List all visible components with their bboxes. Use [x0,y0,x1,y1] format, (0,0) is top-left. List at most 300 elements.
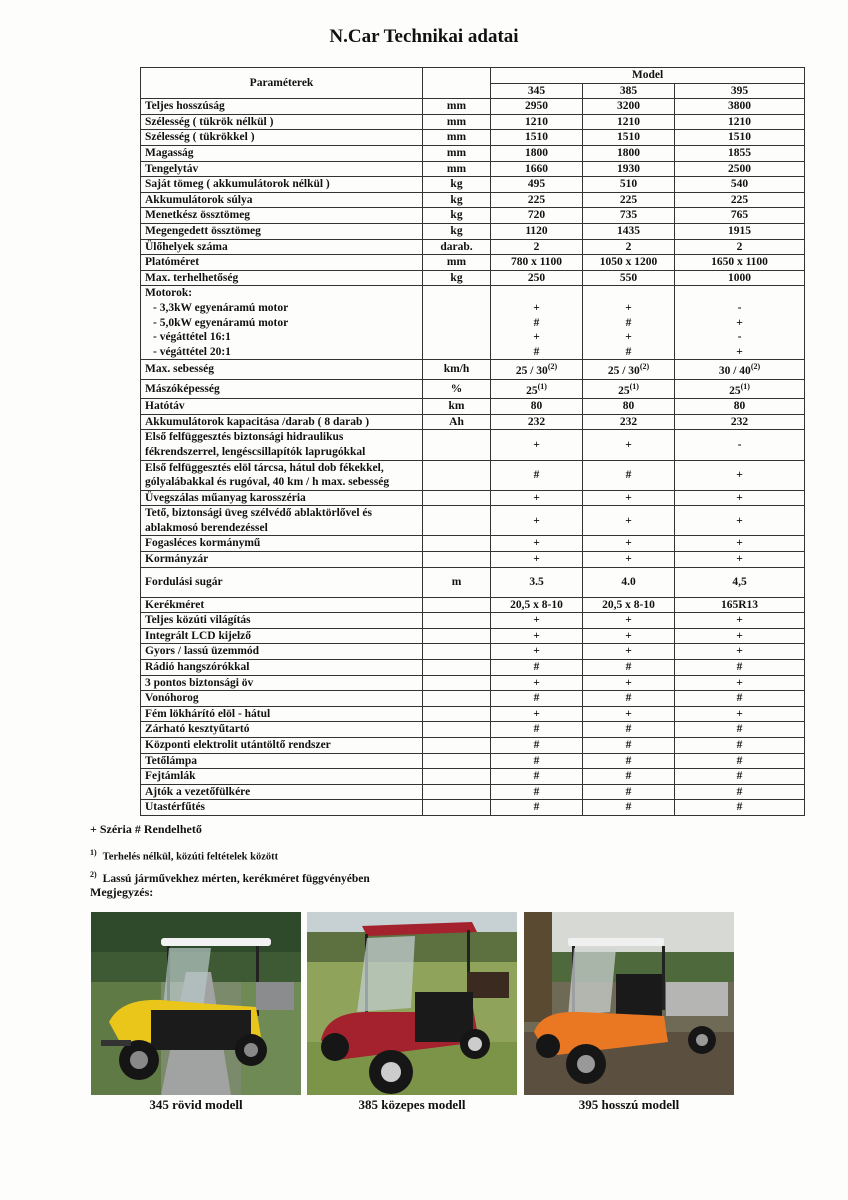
row-value [491,430,583,460]
row-unit: kg [423,208,491,224]
row-label: Saját tömeg ( akkumulátorok nélkül ) [141,177,423,193]
row-value [583,769,675,785]
row-label: Első felfüggesztés biztonsági hidraulikus fékrendszerrel, lengéscsillapítók laprugókkal [141,430,423,460]
table-row [141,490,805,506]
value-text: 30 / 40 [718,365,751,378]
value-text: + [736,537,743,550]
row-value [675,255,805,271]
row-value [675,414,805,430]
value-text: + [625,514,632,527]
table-row [141,255,805,271]
motor-value: + [736,316,743,329]
value-text: + [736,491,743,504]
row-unit [423,536,491,552]
row-value [675,192,805,208]
value-text: # [736,661,743,674]
row-unit: Ah [423,414,491,430]
table-row [141,177,805,193]
row-label: Üvegszálas műanyag karosszéria [141,490,423,506]
row-value [583,597,675,613]
legend: + Széria # Rendelhető [90,822,202,836]
value-text: # [533,692,540,705]
value-text: # [625,468,632,481]
table-row [141,145,805,161]
table-row [141,769,805,785]
table-row [141,660,805,676]
motor-value: # [533,345,540,358]
value-text: + [533,707,540,720]
row-unit [423,769,491,785]
value-text: 232 [527,415,546,428]
row-unit [423,644,491,660]
value-text: + [736,614,743,627]
row-value [675,430,805,460]
row-label: Akkumulátorok kapacitása /darab ( 8 darab ) [141,414,423,430]
row-value [491,644,583,660]
value-text: + [533,645,540,658]
value-text: + [625,614,632,627]
value-text: 2 [533,240,540,253]
photo-caption-345: 345 rövid modell [149,1097,243,1112]
value-text: # [625,739,632,751]
row-value [491,675,583,691]
value-text: 1120 [525,224,548,237]
row-value [491,270,583,286]
value-text: + [533,491,540,504]
row-label: Vonóhorog [141,691,423,707]
table-row [141,536,805,552]
row-value [675,660,805,676]
table-row [141,691,805,707]
value-text: + [625,438,632,451]
value-text: 225 [527,193,546,206]
row-value [583,675,675,691]
row-label: Fém lökhárító elöl - hátul [141,706,423,722]
row-label: Platóméret [141,255,423,271]
motor-value: - [737,301,742,314]
row-unit [423,628,491,644]
row-value [675,800,805,816]
row-unit: mm [423,114,491,130]
table-row [141,506,805,536]
footnote-2: $^{2)}$ Lassú járművekhez mérten, kerékméret függvényében [90,870,370,885]
row-value [583,644,675,660]
row-value [675,270,805,286]
row-unit [423,722,491,738]
motor-value: + [736,345,743,358]
value-text: 3800 [728,100,751,113]
row-label: Gyors / lassú üzemmód [141,644,423,660]
table-row [141,552,805,568]
value-text: + [736,676,743,689]
row-value [491,114,583,130]
row-value [491,738,583,754]
row-unit [423,753,491,769]
row-unit: mm [423,255,491,271]
row-value [675,706,805,722]
row-value [491,460,583,490]
value-text: # [736,785,743,798]
row-value [675,769,805,785]
motor-line: - 5,0kW egyenáramú motor [153,316,289,329]
row-unit: kg [423,192,491,208]
row-unit [423,506,491,536]
row-value [675,536,805,552]
value-text: 540 [730,178,749,191]
value-text: 25 [618,384,630,397]
row-value [491,660,583,676]
row-label: Kormányzár [141,552,423,568]
value-text: 1510 [617,131,640,144]
motor-label [141,286,423,360]
value-text: 1210 [728,115,751,128]
row-value [491,753,583,769]
row-label: 3 pontos biztonsági öv [141,675,423,691]
row-value [583,536,675,552]
row-value [491,130,583,146]
value-text: 25 / 30 [607,365,640,378]
row-unit [423,430,491,460]
row-value [491,255,583,271]
row-unit: kg [423,270,491,286]
row-unit [423,597,491,613]
row-label: Utastérfűtés [141,800,423,816]
value-text: 1800 [525,146,548,159]
row-value [675,506,805,536]
row-value [583,691,675,707]
row-value [583,490,675,506]
table-row [141,399,805,415]
value-text: # [625,801,632,814]
row-value [491,208,583,224]
value-text: + [625,707,632,720]
row-unit: darab. [423,239,491,255]
value-text: 1210 [617,115,640,128]
row-value [491,722,583,738]
row-value [583,255,675,271]
value-text: 2 [736,240,743,253]
table-row [141,597,805,613]
unit-header [423,68,491,99]
value-text: 80 [733,400,746,413]
row-unit [423,490,491,506]
value-text: + [533,514,540,527]
motor-line: - végáttétel 16:1 [153,331,231,344]
row-value [583,192,675,208]
row-value [675,208,805,224]
value-text: + [533,553,540,566]
value-text: 550 [619,271,638,284]
value-text: 20,5 x 8-10 [510,598,563,611]
row-unit: mm [423,161,491,177]
table-row [141,379,805,398]
value-text: 1660 [525,162,548,175]
value-text: + [533,629,540,642]
row-value [491,414,583,430]
table-row [141,644,805,660]
row-value [675,99,805,115]
row-value [583,114,675,130]
value-text: # [736,739,743,751]
row-unit [423,675,491,691]
value-text: + [736,468,743,481]
value-text: 510 [619,178,638,191]
row-value [491,567,583,597]
row-value [491,628,583,644]
photo-caption-395: 395 hosszú modell [578,1097,680,1112]
row-unit [423,706,491,722]
row-label: Teljes közúti világítás [141,613,423,629]
row-value [583,99,675,115]
table-row [141,223,805,239]
model-345: 345 [491,83,583,99]
value-text: 2500 [728,162,751,175]
row-value [491,379,583,398]
row-value [583,722,675,738]
row-value [675,177,805,193]
row-value [583,270,675,286]
motor-title: Motorok: [145,287,193,300]
value-text: + [625,645,632,658]
spec-table [140,67,805,816]
car-photo-385 [307,912,517,1095]
row-label: Megengedett össztömeg [141,223,423,239]
row-value [491,769,583,785]
value-text: + [736,645,743,658]
row-value [675,161,805,177]
row-unit: mm [423,130,491,146]
row-value [675,223,805,239]
row-value [583,706,675,722]
param-header: Paraméterek [141,68,423,99]
row-label: Központi elektrolit utántöltő rendszer [141,738,423,754]
row-value [491,399,583,415]
row-value [675,130,805,146]
row-value [583,177,675,193]
row-label: Ajtók a vezetőfülkére [141,784,423,800]
row-unit [423,784,491,800]
row-value [675,379,805,398]
value-text: 1050 x 1200 [599,256,658,269]
row-value [583,360,675,379]
row-value [491,490,583,506]
row-value [583,161,675,177]
row-value [583,460,675,490]
table-row [141,706,805,722]
table-row [141,753,805,769]
row-value [675,239,805,255]
motor-row [141,286,805,360]
value-text: # [533,723,540,736]
value-text: 25 [526,384,538,397]
row-value [583,628,675,644]
value-text: + [736,629,743,642]
row-unit [423,738,491,754]
row-label: Fordulási sugár [141,567,423,597]
row-value [583,660,675,676]
row-value [583,506,675,536]
row-value [675,675,805,691]
value-footnote: (1) [629,381,639,391]
photo-caption-385: 385 közepes modell [358,1097,466,1112]
row-value [583,130,675,146]
value-text: # [533,661,540,674]
row-value [491,239,583,255]
value-text: 165R13 [720,598,759,611]
value-text: 780 x 1100 [510,256,563,269]
row-value [675,628,805,644]
motor-value: # [625,345,632,358]
table-row [141,208,805,224]
row-label: Kerékméret [141,597,423,613]
table-row [141,360,805,379]
table-row [141,114,805,130]
value-text: 2950 [525,100,548,113]
value-text: 80 [530,400,543,413]
value-footnote: (2) [750,362,761,372]
table-row [141,270,805,286]
car-photo-345 [91,912,301,1095]
value-text: # [625,770,632,783]
row-value [583,784,675,800]
row-value [491,706,583,722]
row-label: Max. sebesség [141,360,423,379]
row-value [491,597,583,613]
row-value [583,414,675,430]
value-text: + [736,707,743,720]
value-text: 3200 [617,100,640,113]
row-value [675,738,805,754]
motor-line: - 3,3kW egyenáramú motor [153,301,289,314]
row-value [675,145,805,161]
motor-value: + [625,331,632,344]
value-footnote: (1) [537,381,547,391]
table-row [141,99,805,115]
value-text: 225 [619,193,638,206]
row-value [675,399,805,415]
row-value [675,644,805,660]
table-row [141,161,805,177]
motor-line: - végáttétel 20:1 [153,345,231,358]
row-unit: km [423,399,491,415]
motor-value: + [533,331,540,344]
value-text: 1855 [728,146,751,159]
row-value [583,552,675,568]
row-value [491,99,583,115]
row-label: Tengelytáv [141,161,423,177]
value-text: 495 [527,178,546,191]
row-value [583,613,675,629]
row-value [675,597,805,613]
motor-values [491,286,583,360]
row-value [583,223,675,239]
table-row [141,628,805,644]
row-unit: mm [423,145,491,161]
row-value [583,145,675,161]
value-text: 25 / 30 [515,365,548,378]
row-unit [423,660,491,676]
value-text: + [625,491,632,504]
motor-values [583,286,675,360]
row-unit [423,800,491,816]
value-text: 80 [622,400,635,413]
row-label: Max. terhelhetőség [141,270,423,286]
model-header: Model [491,68,805,84]
row-unit [423,613,491,629]
value-text: 1435 [617,224,640,237]
row-unit: kg [423,223,491,239]
value-text: + [625,629,632,642]
row-label: Szélesség ( tükrökkel ) [141,130,423,146]
row-value [491,223,583,239]
value-text: 232 [619,415,638,428]
row-value [583,800,675,816]
table-row [141,675,805,691]
value-text: 765 [730,209,749,222]
row-value [491,177,583,193]
row-value [583,430,675,460]
table-row [141,239,805,255]
value-text: + [736,514,743,527]
value-text: - [737,438,742,451]
value-text: 1915 [728,224,751,237]
value-text: # [625,754,632,767]
table-row [141,460,805,490]
row-unit [423,460,491,490]
value-text: # [736,692,743,705]
value-text: + [736,553,743,566]
row-value [583,239,675,255]
row-value [675,691,805,707]
row-unit: mm [423,99,491,115]
footnote-1: $^{1)}$ Terhelés nélkül, közúti feltételek között [90,848,279,863]
table-row [141,567,805,597]
value-text: 1800 [617,146,640,159]
row-value [675,460,805,490]
table-row [141,722,805,738]
row-unit: % [423,379,491,398]
motor-value: + [533,301,540,314]
value-text: 2 [625,240,632,253]
value-text: 1000 [728,271,751,284]
value-text: 1650 x 1100 [711,256,768,269]
value-footnote: (2) [639,362,650,372]
row-value [675,490,805,506]
value-text: # [736,723,743,736]
motor-values [675,286,805,360]
value-text: 250 [527,271,546,284]
row-value [583,738,675,754]
value-text: # [736,754,743,767]
value-text: # [533,785,540,798]
table-row [141,613,805,629]
value-text: # [625,692,632,705]
row-unit: m [423,567,491,597]
row-label: Magasság [141,145,423,161]
value-text: # [533,770,540,783]
row-value [491,613,583,629]
value-text: 4,5 [732,575,747,588]
row-value [675,753,805,769]
row-value [583,753,675,769]
row-label: Integrált LCD kijelző [141,628,423,644]
row-label: Rádió hangszórókkal [141,660,423,676]
row-value [583,379,675,398]
value-text: 1930 [617,162,640,175]
table-row [141,130,805,146]
row-value [491,145,583,161]
row-value [675,552,805,568]
